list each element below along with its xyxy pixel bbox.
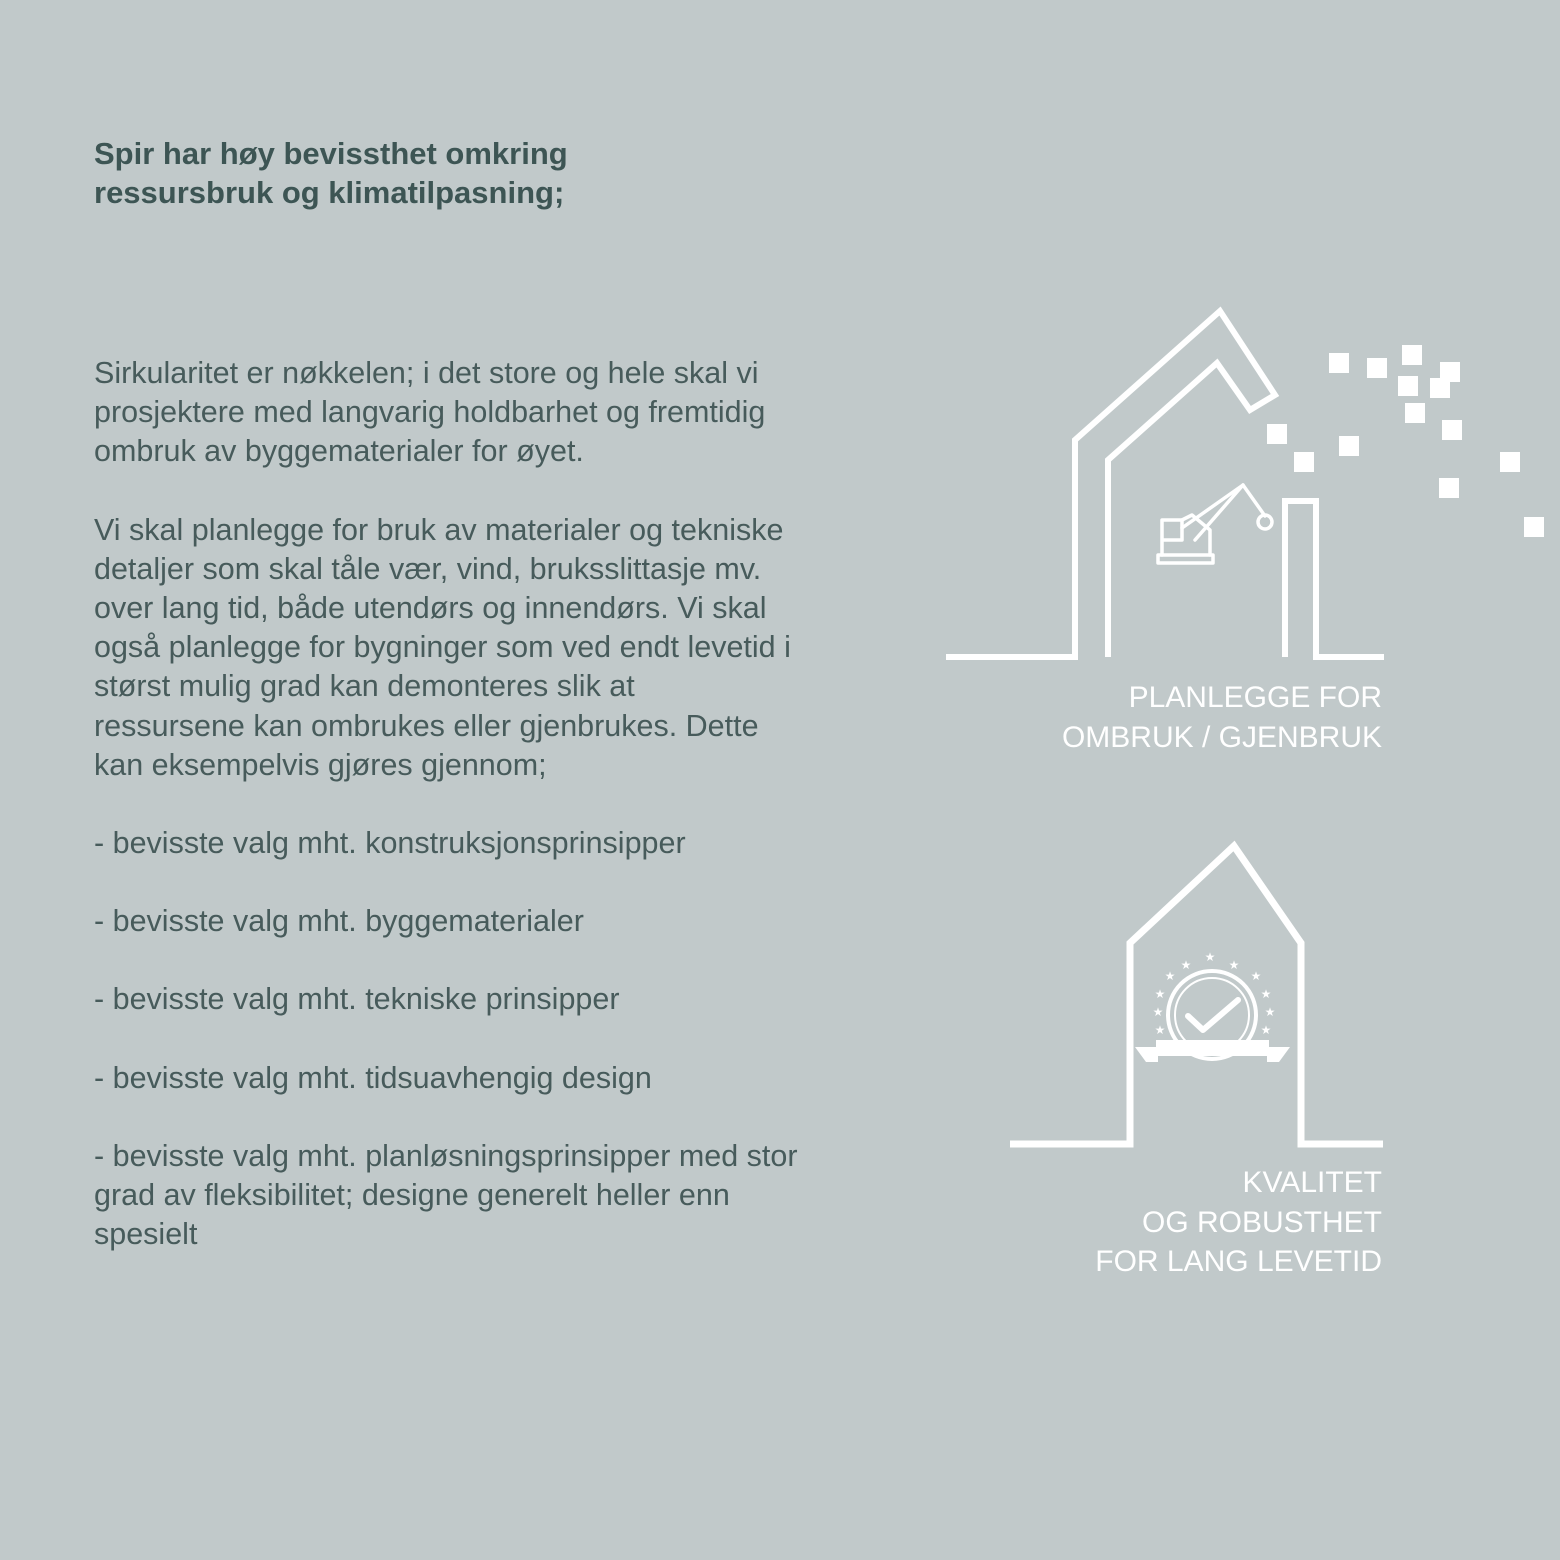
- house-quality-badge-icon: [1000, 835, 1395, 1155]
- text-line: - bevisste valg mht. konstruksjonsprinsipper: [94, 826, 686, 861]
- text-line: ressursene kan ombrukes eller gjenbrukes. Dette: [94, 708, 759, 743]
- svg-text:★: ★: [1154, 987, 1166, 1001]
- text-line: - bevisste valg mht. byggematerialer: [94, 904, 584, 939]
- svg-text:★: ★: [1260, 987, 1272, 1001]
- paragraph-circularity: [94, 354, 854, 472]
- heading-line-2: ressursbruk og klimatilpasning;: [94, 175, 565, 210]
- caption-quality: [1095, 1163, 1382, 1282]
- caption-line: OG ROBUSTHET: [1141, 1205, 1382, 1239]
- svg-text:★: ★: [1228, 958, 1240, 972]
- text-line: - bevisste valg mht. planløsningsprinsipper med stor: [94, 1138, 798, 1173]
- paragraph-planning: [94, 511, 854, 785]
- svg-text:★: ★: [1260, 1023, 1272, 1037]
- house-demolition-icon: [940, 300, 1550, 670]
- text-line: også planlegge for bygninger som ved endt levetid i: [94, 630, 791, 665]
- text-line: ombruk av byggematerialer for øyet.: [94, 434, 584, 469]
- text-line: Vi skal planlegge for bruk av materialer og tekniske: [94, 512, 784, 547]
- svg-text:★: ★: [1154, 1023, 1166, 1037]
- crane-icon: [1158, 485, 1272, 563]
- svg-text:★: ★: [1204, 950, 1216, 964]
- svg-text:★: ★: [1250, 969, 1262, 983]
- caption-line: FOR LANG LEVETID: [1095, 1245, 1382, 1278]
- svg-text:★: ★: [1164, 969, 1176, 983]
- text-line: Sirkularitet er nøkkelen; i det store og hele skal vi: [94, 356, 759, 390]
- bullet-item-materials: [94, 902, 854, 941]
- text-line: spesielt: [94, 1217, 198, 1252]
- svg-text:★: ★: [1264, 1005, 1276, 1019]
- text-line: - bevisste valg mht. tidsuavhengig design: [94, 1060, 652, 1095]
- caption-line: KVALITET: [1242, 1166, 1382, 1199]
- caption-reuse: [1062, 678, 1382, 757]
- caption-line: PLANLEGGE FOR: [1128, 681, 1382, 714]
- page-heading: [94, 134, 794, 212]
- text-line: prosjektere med langvarig holdbarhet og fremtidig: [94, 395, 766, 430]
- text-line: grad av fleksibilitet; designe generelt heller enn: [94, 1178, 730, 1213]
- text-line: størst mulig grad kan demonteres slik at: [94, 669, 635, 704]
- heading-line-1: Spir har høy bevissthet omkring: [94, 136, 568, 171]
- bullet-item-technical: [94, 980, 854, 1019]
- caption-line: OMBRUK / GJENBRUK: [1061, 720, 1382, 754]
- body-text: [94, 354, 854, 1254]
- svg-text:★: ★: [1180, 958, 1192, 972]
- text-line: detaljer som skal tåle vær, vind, bruksslittasje mv.: [94, 551, 762, 586]
- svg-text:★: ★: [1152, 1005, 1164, 1019]
- bullet-item-design: [94, 1059, 854, 1098]
- bullet-item-floorplan: [94, 1137, 854, 1255]
- text-line: over lang tid, både utendørs og innendørs. Vi skal: [94, 591, 767, 626]
- text-line: - bevisste valg mht. tekniske prinsipper: [94, 982, 620, 1017]
- scattered-blocks-icon: [1267, 345, 1544, 537]
- text-line: kan eksempelvis gjøres gjennom;: [94, 747, 547, 782]
- bullet-item-construction: [94, 824, 854, 863]
